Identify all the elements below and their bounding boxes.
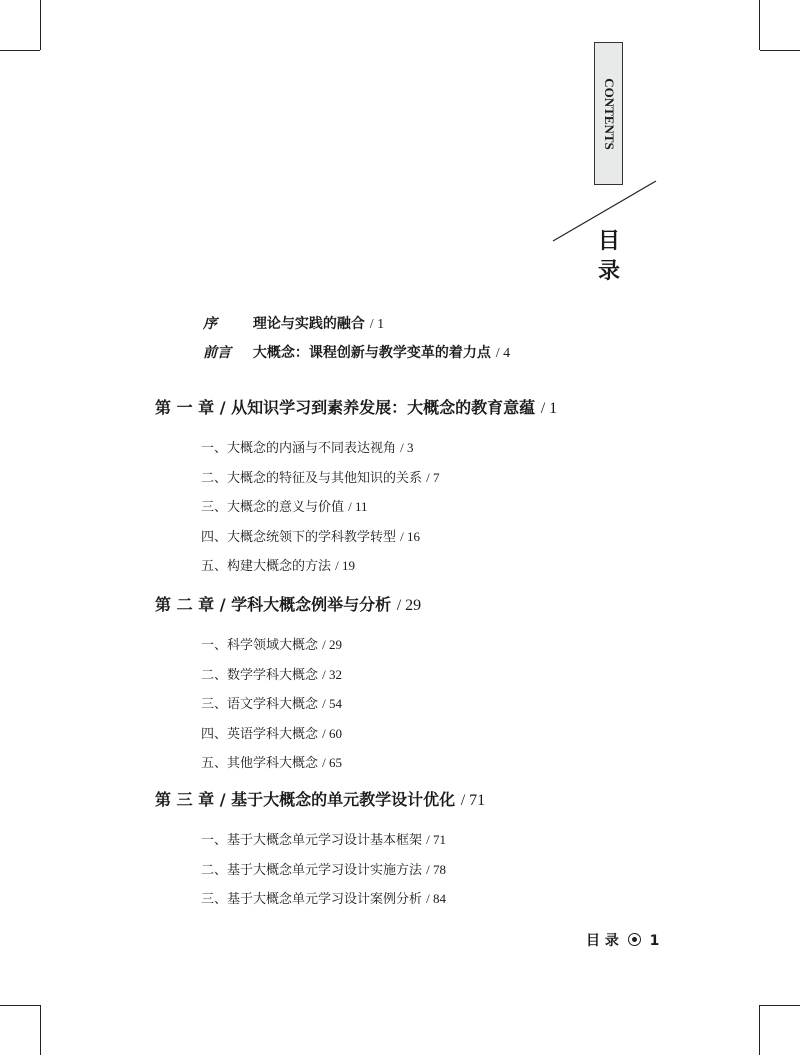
chapter-page: / 71 — [460, 792, 486, 809]
title-char-2: 录 — [598, 259, 621, 284]
section-title: 三、大概念的意义与价值 — [201, 500, 345, 515]
section-title: 二、基于大概念单元学习设计实施方法 — [201, 862, 423, 878]
section-page: / 54 — [322, 696, 343, 711]
section-page: / 65 — [322, 755, 343, 770]
section-title: 五、其他学科大概念 — [201, 756, 319, 771]
crop-mark — [760, 1005, 800, 1006]
section-page: / 60 — [322, 725, 343, 741]
section-page: / 7 — [426, 469, 440, 485]
crop-mark — [40, 1005, 41, 1055]
section-entry[interactable] — [201, 467, 440, 486]
section-entry[interactable] — [201, 496, 368, 515]
section-title: 二、大概念的特征及与其他知识的关系 — [201, 470, 423, 486]
target-icon — [628, 933, 641, 946]
section-entry[interactable] — [201, 526, 420, 545]
entry-key: 前言 — [203, 345, 231, 361]
title-char-1: 目 — [598, 229, 621, 254]
entry-title: 大概念：课程创新与教学变革的着力点 — [252, 345, 491, 361]
section-title: 四、大概念统领下的学科教学转型 — [201, 529, 397, 545]
chapter-title: 第 二 章 / 学科大概念例举与分析 — [155, 595, 392, 614]
contents-label: CONTENTS — [601, 77, 617, 150]
section-title: 五、构建大概念的方法 — [201, 559, 332, 574]
section-entry[interactable] — [201, 437, 414, 456]
section-title: 一、基于大概念单元学习设计基本框架 — [201, 833, 423, 848]
section-entry[interactable] — [201, 829, 446, 848]
section-title: 二、数学学科大概念 — [201, 667, 319, 683]
section-page: / 84 — [426, 891, 447, 906]
section-page: / 19 — [335, 558, 356, 573]
section-entry[interactable] — [201, 634, 342, 653]
section-title: 三、语文学科大概念 — [201, 697, 319, 712]
front-matter-entry[interactable] — [203, 313, 384, 333]
section-entry[interactable] — [201, 859, 446, 878]
entry-key: 序 — [203, 316, 217, 332]
entry-page: / 1 — [369, 317, 385, 332]
section-page: / 29 — [322, 637, 343, 652]
section-entry[interactable] — [201, 752, 342, 771]
chapter-title: 第 一 章 / 从知识学习到素养发展：大概念的教育意蕴 — [155, 398, 536, 417]
section-entry[interactable] — [201, 555, 355, 574]
page-footer — [586, 930, 659, 950]
crop-mark — [0, 1005, 40, 1006]
section-page: / 71 — [426, 832, 447, 847]
crop-mark — [759, 1005, 760, 1055]
section-title: 一、大概念的内涵与不同表达视角 — [201, 441, 397, 456]
chapter-entry[interactable] — [155, 395, 557, 418]
section-entry[interactable] — [201, 664, 342, 683]
section-title: 三、基于大概念单元学习设计案例分析 — [201, 892, 423, 907]
section-title: 一、科学领域大概念 — [201, 638, 319, 653]
section-entry[interactable] — [201, 888, 446, 907]
chapter-page: / 29 — [396, 597, 422, 614]
section-page: / 16 — [400, 528, 421, 544]
section-title: 四、英语学科大概念 — [201, 726, 319, 742]
section-page: / 3 — [400, 440, 414, 455]
chapter-entry[interactable] — [155, 592, 421, 615]
page-number: 1 — [649, 933, 660, 949]
section-page: / 78 — [426, 861, 447, 877]
diagonal-rule — [0, 0, 800, 300]
front-matter-entry[interactable] — [203, 342, 510, 362]
entry-page: / 4 — [495, 346, 511, 361]
section-page: / 11 — [348, 499, 368, 514]
section-page: / 32 — [322, 666, 343, 682]
section-entry[interactable] — [201, 723, 342, 742]
chapter-entry[interactable] — [155, 787, 485, 810]
chapter-page: / 1 — [540, 400, 558, 417]
footer-label: 目 录 — [586, 933, 619, 949]
chapter-title: 第 三 章 / 基于大概念的单元教学设计优化 — [155, 790, 456, 809]
section-entry[interactable] — [201, 693, 342, 712]
entry-title: 理论与实践的融合 — [252, 316, 365, 332]
